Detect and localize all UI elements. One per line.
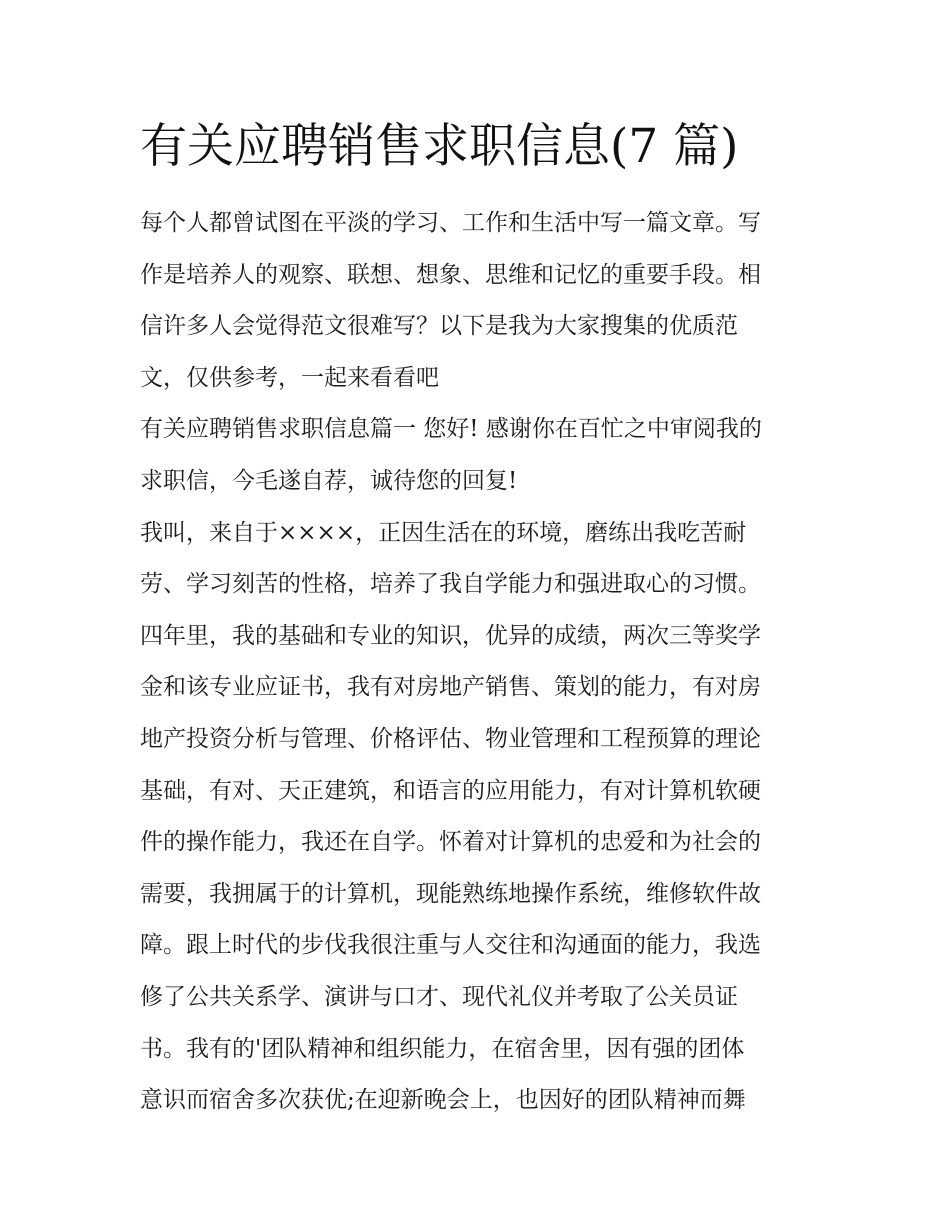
body-line: 我叫，来自于××××，正因生活在的环境，磨练出我吃苦耐 — [140, 519, 747, 546]
body-line: 件的操作能力，我还在自学。怀着对计算机的忠爱和为社会的 — [140, 829, 761, 856]
body-line: 意识而宿舍多次获优;在迎新晚会上，也因好的团队精神而舞 — [140, 1087, 746, 1114]
body-line: 信许多人会觉得范文很难写？以下是我为大家搜集的优质范 — [140, 313, 738, 340]
body-line: 作是培养人的观察、联想、想象、思维和记忆的重要手段。相 — [140, 261, 761, 288]
body-line: 地产投资分析与管理、价格评估、物业管理和工程预算的理论 — [140, 725, 761, 752]
document-body — [140, 198, 830, 1127]
body-line: 基础，有对、天正建筑，和语言的应用能力，有对计算机软硬 — [140, 777, 761, 804]
body-line: 有关应聘销售求职信息篇一 您好! 感谢你在百忙之中审阅我的 — [140, 416, 762, 443]
body-line: 书。我有的'团队精神和组织能力，在宿舍里，因有强的团体 — [140, 1035, 745, 1062]
body-line: 需要，我拥属于的计算机，现能熟练地操作系统，维修软件故 — [140, 880, 761, 907]
body-line: 障。跟上时代的步伐我很注重与人交往和沟通面的能力，我选 — [140, 932, 761, 959]
body-line: 四年里，我的基础和专业的知识，优异的成绩，两次三等奖学 — [140, 622, 761, 649]
body-line: 金和该专业应证书，我有对房地产销售、策划的能力，有对房 — [140, 674, 761, 701]
body-line: 修了公共关系学、演讲与口才、现代礼仪并考取了公关员证 — [140, 983, 738, 1010]
body-line: 每个人都曾试图在平淡的学习、工作和生活中写一篇文章。写 — [140, 210, 761, 236]
body-line: 求职信，今毛遂自荐，诚待您的回复! — [140, 467, 518, 494]
document-title: 有关应聘销售求职信息(7 篇) — [140, 119, 739, 174]
body-line: 劳、学习刻苦的性格，培养了我自学能力和强进取心的习惯。 — [140, 571, 761, 598]
body-line: 文，仅供参考，一起来看看吧 — [140, 364, 439, 391]
